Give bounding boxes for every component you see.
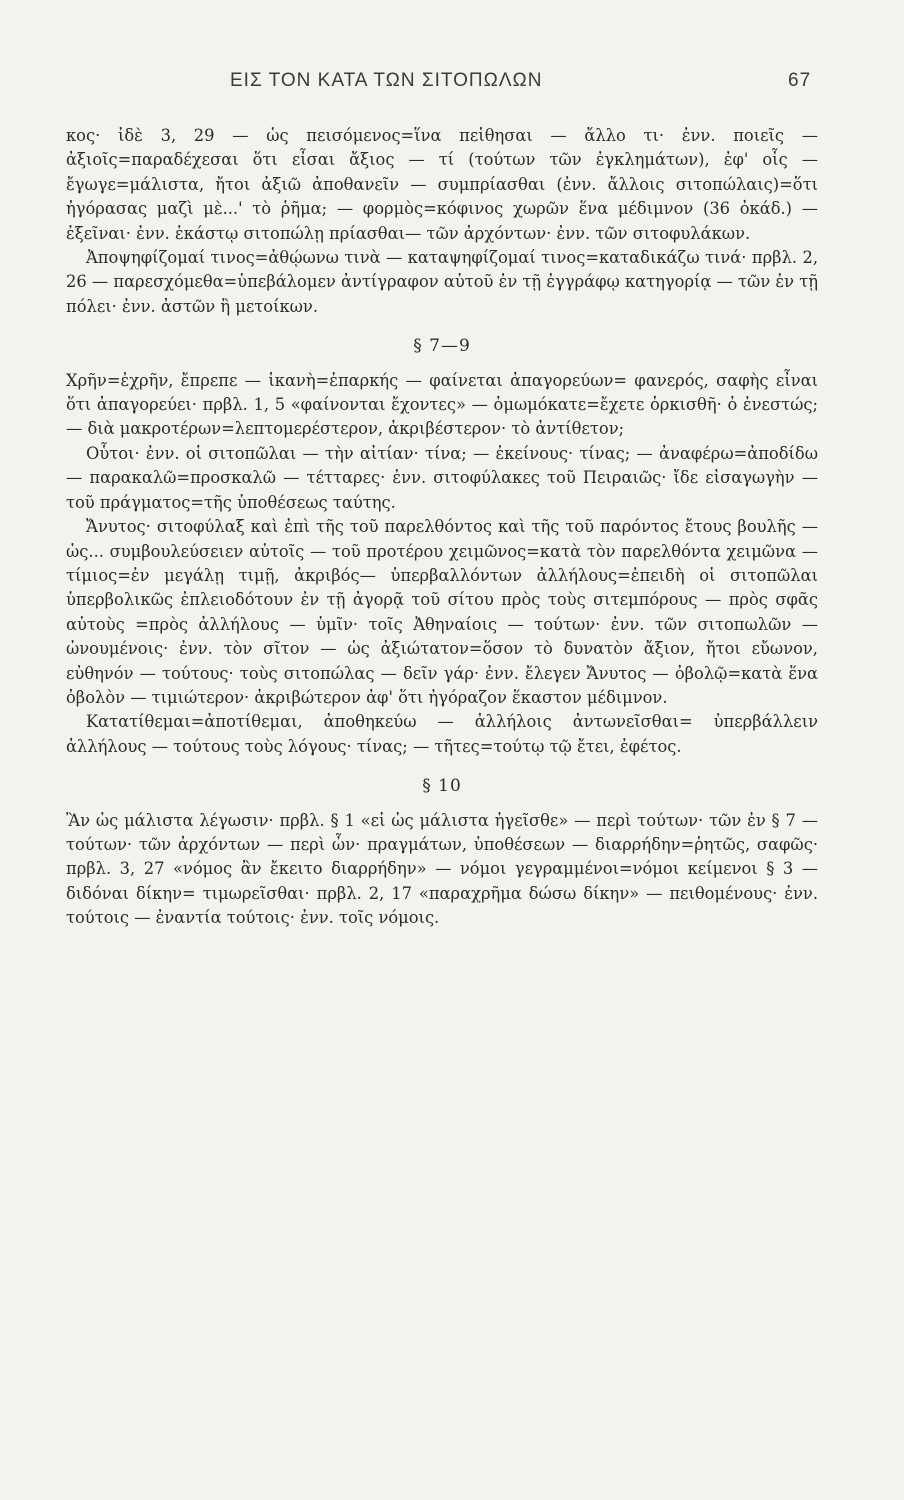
section-heading: § 7—9	[413, 336, 471, 357]
commentary-paragraph: Ἂν ὡς μάλιστα λέγωσιν· πρβλ. § 1 «εἰ ὡς μάλιστα ἡγεῖσθε» — περὶ τούτων· τῶν ἐν § 7 — τούτων· τῶν ἀρχόντων — περὶ ὧν· πραγμάτων, ὑποθέσεων — διαρρήδην=ῥητῶς, σαφῶς· πρβλ. 3, 27 «νόμος ἂν ἔκειτο διαρρήδην» — νόμοι γεγραμμένοι=νόμοι κείμενοι § 3 — διδόναι δίκην= τιμωρεῖσθαι· πρβλ. 2, 17 «παραχρῆμα δώσω δίκην» — πειθομένους· ἐνν. τούτοις — ἐναντία τούτοις· ἐνν. τοῖς νόμοις.	[66, 810, 818, 928]
running-head	[0, 70, 904, 100]
commentary-text	[66, 124, 818, 931]
commentary-paragraph: κος· ἰδὲ 3, 29 — ὡς πεισόμενος=ἵνα πεἱθησαι — ἄλλο τι· ἐνν. ποιεῖς — ἀξιοῖς=παραδέχεσαι ὅτι εἶσαι ἄξιος — τί (τούτων τῶν ἐγκλημάτων), ἐφ' οἷς — ἔγωγε=μάλιστα, ἤτοι ἀξιῶ ἀποθανεῖν — συμπρίασθαι (ἐνν. ἄλλοις σιτοπώλαις)=ὅτι ἠγόρασας μαζὶ μὲ...' τὸ ῥῆμα; — φορμὸς=κόφινος χωρῶν ἕνα μέδιμνον (36 ὀκάδ.) — ἐξεῖναι· ἐνν. ἑκάστῳ σιτοπώλῃ πρίασθαι— τῶν ἀρχόντων· ἐνν. τῶν σιτοφυλάκων.	[66, 126, 818, 243]
commentary-paragraph: Ἀποψηφίζομαί τινος=ἀθῴωνω τινὰ — καταψηφίζομαί τινος=καταδικάζω τινά· πρβλ. 2, 26 — παρεσχόμεθα=ὑπεβάλομεν ἀντίγραφον αὐτοῦ ἐν τῇ ἐγγράφῳ κατηγορίᾳ — τῶν ἐν τῇ πόλει· ἐνν. ἀστῶν ἢ μετοίκων.	[66, 248, 818, 316]
section-heading: § 10	[422, 776, 462, 797]
commentary-paragraph: Κατατίθεμαι=ἀποτίθεμαι, ἀποθηκεύω — ἀλλήλοις ἀντωνεῖσθαι= ὑπερβάλλειν ἀλλήλους — τούτους τοὺς λόγους· τίνας; — τῆτες=τούτῳ τῷ ἔτει, ἐφέτος.	[66, 712, 818, 756]
running-title: ΕΙΣ ΤΟΝ ΚΑΤΑ ΤΩΝ ΣΙΤΟΠΩΛΩΝ	[230, 70, 543, 91]
commentary-paragraph: Ἄνυτος· σιτοφύλαξ καὶ ἐπὶ τῆς τοῦ παρελθόντος καὶ τῆς τοῦ παρόντος ἔτους βουλῆς — ὡς... συμβουλεύσειεν αὐτοῖς — τοῦ προτέρου χειμῶνος=κατὰ τὸν παρελθόντα χειμῶνα — τίμιος=ἐν μεγάλῃ τιμῇ, ἀκριβός— ὑπερβαλλόντων ἀλλήλους=ἐπειδὴ οἱ σιτοπῶλαι ὑπερβολικῶς ἐπλειοδότουν ἐν τῇ ἀγορᾷ τοῦ σίτου πρὸς τοὺς σιτεμπόρους — πρὸς σφᾶς αὐτοὺς =πρὸς ἀλλήλους — ὑμῖν· τοῖς Ἀθηναίοις — τούτων· ἐνν. τῶν σιτοπωλῶν — ὠνουμένοις· ἐνν. τὸν σῖτον — ὡς ἀξιώτατον=ὅσον τὸ δυνατὸν ἄξιον, ἤτοι εὔωνον, εὐθηνόν — τούτους· τοὺς σιτοπώλας — δεῖν γάρ· ἐνν. ἔλεγεν Ἄνυτος — ὀβολῷ=κατὰ ἕνα ὀβολὸν — τιμιώτερον· ἀκριβώτερον ἀφ' ὅτι ἠγόραζον ἕκαστον μέδιμνον.	[66, 517, 818, 707]
commentary-paragraph: Οὗτοι· ἐνν. οἱ σιτοπῶλαι — τὴν αἰτίαν· τίνα; — ἐκείνους· τίνας; — ἀναφέρω=ἀποδίδω — παρακαλῶ=προσκαλῶ — τέτταρες· ἐνν. σιτοφύλακες τοῦ Πειραιῶς· ἴδε εἰσαγωγὴν — τοῦ πράγματος=τῆς ὑποθέσεως ταύτης.	[66, 443, 818, 512]
commentary-paragraph: Χρῆν=ἐχρῆν, ἔπρεπε — ἱκανὴ=ἐπαρκής — φαίνεται ἀπαγορεύων= φανερός, σαφὴς εἶναι ὅτι ἀπαγορεύει· πρβλ. 1, 5 «φαίνονται ἔχοντες» — ὁμωμόκατε=ἔχετε ὁρκισθῆ· ὁ ἐνεστώς; — διὰ μακροτέρων=λεπτομερέστερον, ἀκριβέστερον· τὸ ἀντίθετον;	[66, 370, 818, 439]
page-number: 67	[788, 70, 812, 91]
